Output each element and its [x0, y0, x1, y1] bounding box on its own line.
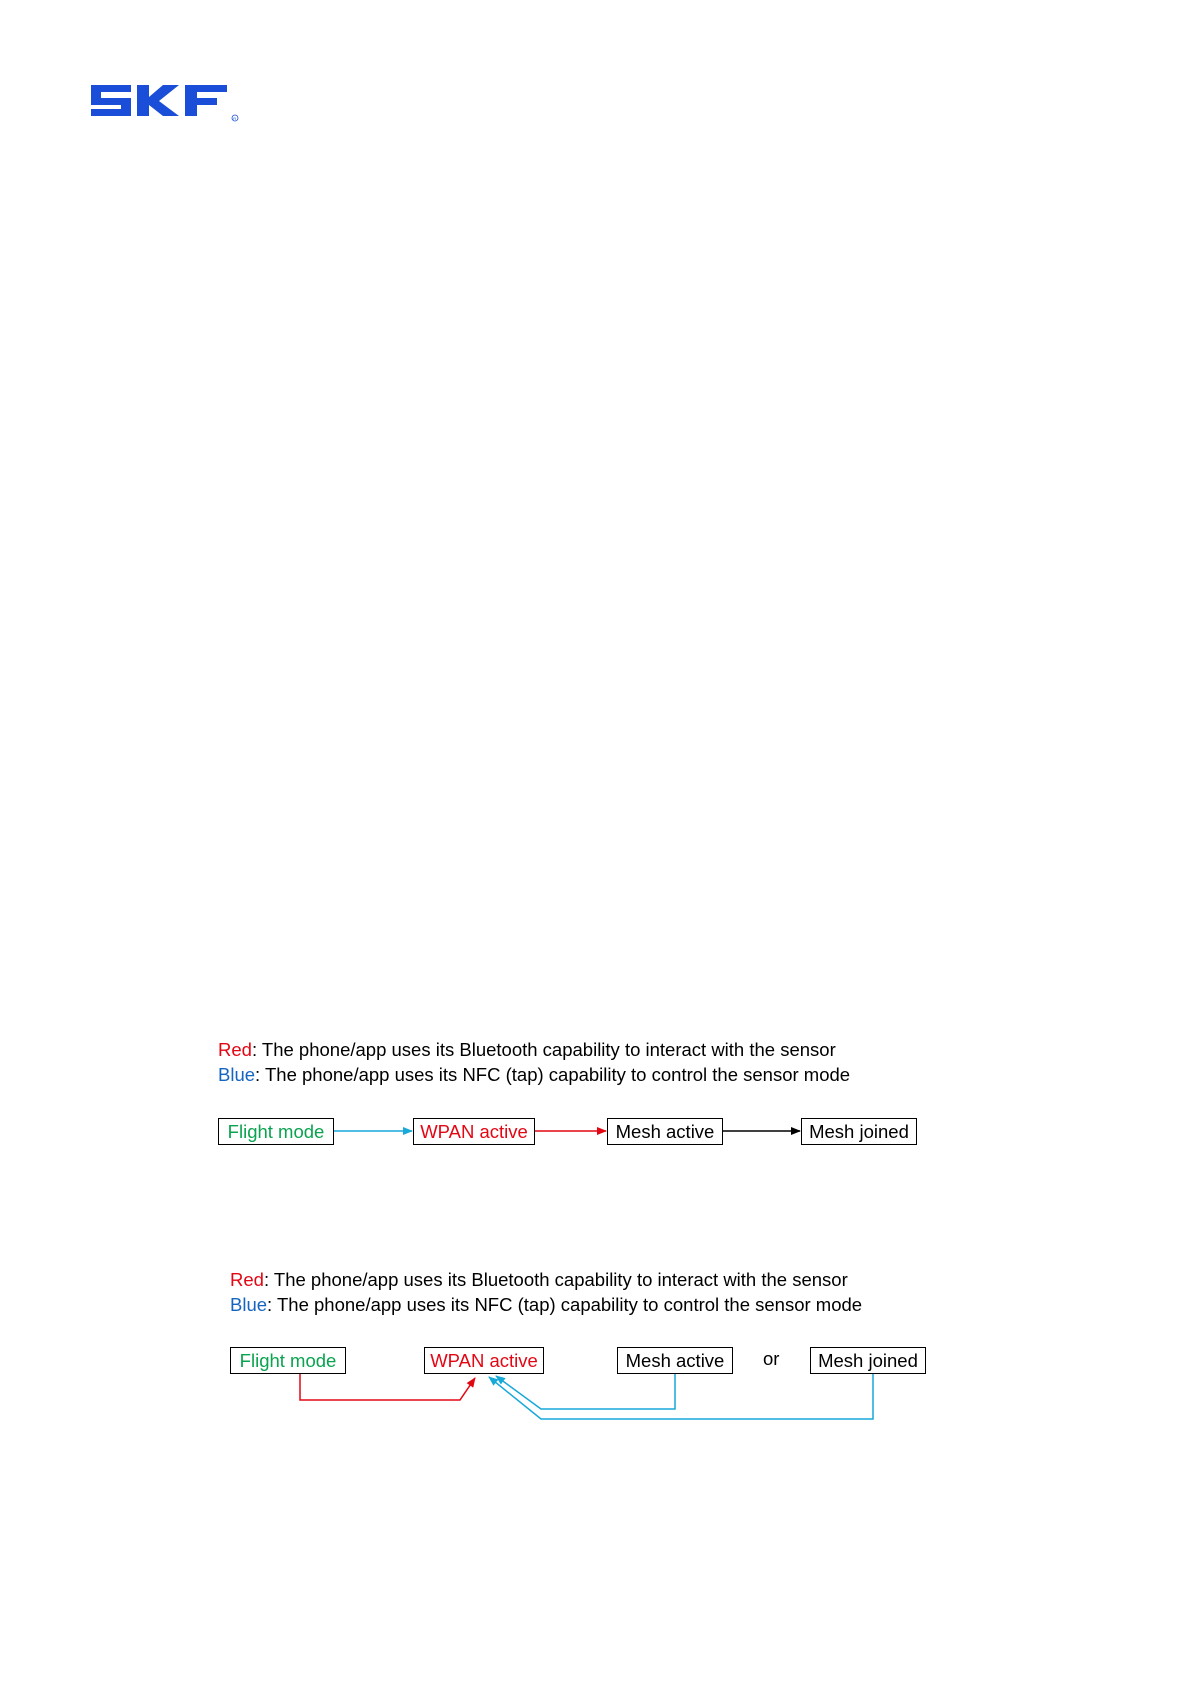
state-flight-mode: Flight mode: [218, 1118, 334, 1145]
state-mesh-joined: Mesh joined: [810, 1347, 926, 1374]
state-mesh-joined: Mesh joined: [801, 1118, 917, 1145]
legend-red-text: : The phone/app uses its Bluetooth capability to interact with the sensor: [251, 1039, 836, 1060]
legend-blue-text: : The phone/app uses its NFC (tap) capability to control the sensor mode: [255, 1064, 851, 1085]
legend-red-key: Red: [218, 1039, 252, 1060]
arrow-flight-to-wpan: [300, 1374, 475, 1400]
state-wpan-active: WPAN active: [424, 1347, 544, 1374]
legend-blue-key: Blue: [230, 1294, 268, 1315]
arrow-mesh-joined-to-wpan: [489, 1374, 873, 1419]
state-flight-mode: Flight mode: [230, 1347, 346, 1374]
svg-text:R: R: [233, 116, 237, 121]
legend-red-text: : The phone/app uses its Bluetooth capability to interact with the sensor: [263, 1269, 848, 1290]
state-mesh-active: Mesh active: [607, 1118, 723, 1145]
state-mesh-active: Mesh active: [617, 1347, 733, 1374]
state-wpan-active: WPAN active: [413, 1118, 535, 1145]
legend-red-key: Red: [230, 1269, 264, 1290]
legend-blue-text: : The phone/app uses its NFC (tap) capability to control the sensor mode: [267, 1294, 863, 1315]
legend-blue-key: Blue: [218, 1064, 256, 1085]
or-label: or: [763, 1348, 780, 1369]
